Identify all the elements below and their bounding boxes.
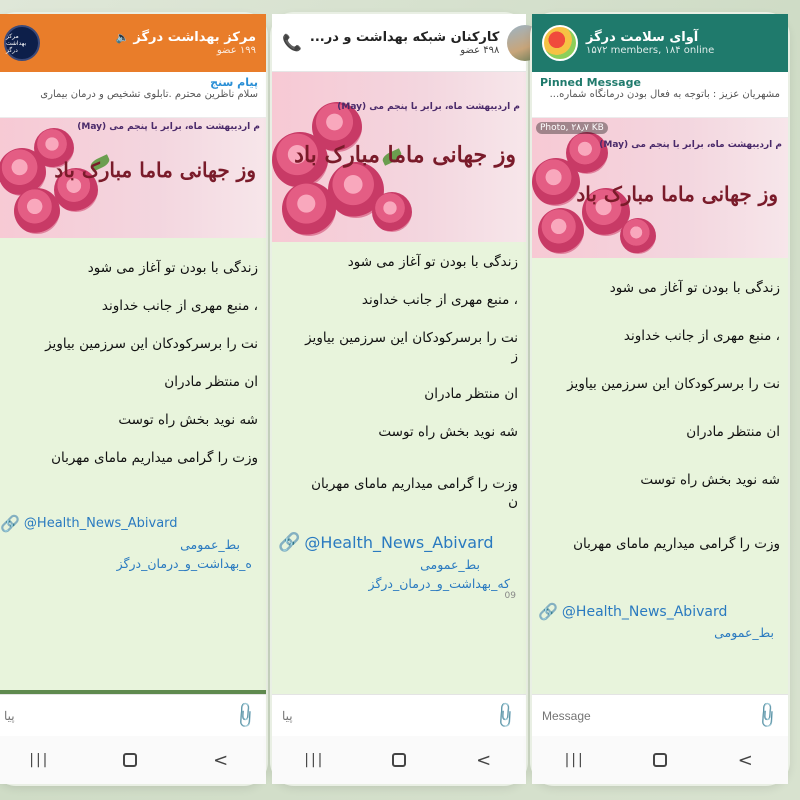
poem-line: ان منتظر مادران xyxy=(424,386,518,402)
hashtag-link[interactable]: بط_عمومی xyxy=(420,557,480,572)
home-button[interactable] xyxy=(379,753,419,767)
chain-icon: 🔗 xyxy=(278,532,301,553)
rose-image xyxy=(566,132,608,174)
banner-title: وز جهانی ماما مبارک باد xyxy=(576,182,778,206)
rose-image xyxy=(620,218,656,254)
poem-line: ز xyxy=(511,348,518,364)
mute-icon: 🔈 xyxy=(115,31,130,44)
chat-area[interactable] xyxy=(0,118,266,694)
system-nav-bar xyxy=(532,736,788,784)
back-icon[interactable]: < xyxy=(476,749,492,771)
call-icon[interactable]: 📞 xyxy=(282,33,302,52)
message-input[interactable] xyxy=(4,709,234,723)
home-icon xyxy=(123,753,137,767)
message-photo[interactable] xyxy=(0,118,266,238)
message-photo[interactable] xyxy=(272,72,526,242)
chat-title: مرکز بهداشت درگز xyxy=(133,30,256,45)
poem-line: ان منتظر مادران xyxy=(686,424,780,440)
system-nav-bar xyxy=(0,736,266,784)
message-links xyxy=(272,532,526,601)
poem-line: نت را برسرکودکان این سرزمین بیاویز xyxy=(45,336,258,352)
recent-apps-icon[interactable]: ||| xyxy=(304,752,325,768)
poem-line: ، منبع مهری از جانب خداوند xyxy=(361,292,518,308)
poem-line: زندگی با بودن تو آغاز می شود xyxy=(87,260,258,276)
poem-line: ن xyxy=(508,494,518,510)
poem-line: شه نوید بخش راه توست xyxy=(378,424,518,440)
photo-size-tag: Photo, ۲۸٫۷ KB xyxy=(536,122,608,134)
chain-icon: 🔗 xyxy=(0,514,20,533)
poem-line: زندگی با بودن تو آغاز می شود xyxy=(347,254,518,270)
pinned-text: سلام ناظرین محترم .تابلوی تشخیص و درمان بیماری xyxy=(40,89,258,100)
phone-screen-left xyxy=(0,14,266,784)
chat-header[interactable] xyxy=(532,14,788,72)
pinned-message-bar[interactable] xyxy=(532,72,788,118)
channel-avatar[interactable] xyxy=(542,25,578,61)
hashtag-link[interactable]: بط_عمومی xyxy=(714,625,774,640)
message-links xyxy=(0,514,266,571)
message-text xyxy=(532,280,788,552)
message-text xyxy=(0,260,266,466)
rose-image xyxy=(282,182,336,236)
banner-title: وز جهانی ماما مبارک باد xyxy=(294,142,516,168)
banner-date-text: م اردیبهشت ماه، برابر با پنجم می (May) xyxy=(599,140,782,150)
member-count: ۴۹۸ عضو xyxy=(460,44,500,56)
message-time: 09 xyxy=(504,591,516,601)
member-count: ۱۵۷۲ members, ۱۸۴ online xyxy=(586,45,715,56)
home-icon xyxy=(653,753,667,767)
poem-line: وزت را گرامی میداریم مامای مهربان xyxy=(51,450,258,466)
rose-image xyxy=(538,208,584,254)
chat-area[interactable] xyxy=(272,72,526,694)
poem-line: ، منبع مهری از جانب خداوند xyxy=(623,328,780,344)
hashtag-link[interactable]: بط_عمومی xyxy=(180,537,240,552)
poem-line: وزت را گرامی میداریم مامای مهربان xyxy=(311,476,518,492)
pinned-label: Pinned Message xyxy=(540,76,641,89)
chat-header[interactable] xyxy=(272,14,526,72)
poem-line: نت را برسرکودکان این سرزمین بیاویز xyxy=(305,330,518,346)
message-input-bar xyxy=(532,694,788,736)
poem-line: نت را برسرکودکان این سرزمین بیاویز xyxy=(567,376,780,392)
message-text xyxy=(272,254,526,510)
channel-link[interactable] xyxy=(538,602,782,621)
pinned-text: مشهریان عزیز : باتوجه به فعال بودن درمانگاه شماره... xyxy=(549,89,780,100)
channel-avatar[interactable] xyxy=(4,25,40,61)
header-text xyxy=(586,30,778,56)
channel-link[interactable] xyxy=(0,514,260,533)
banner-date-text: م اردیبهشت ماه، برابر با پنجم می (May) xyxy=(337,102,520,112)
message-input-bar xyxy=(0,694,266,736)
phone-screen-middle xyxy=(272,14,526,784)
hashtag-link[interactable]: که_بهداشت_و_درمان_درگز xyxy=(368,576,510,591)
title-row xyxy=(116,30,256,45)
poem-line: زندگی با بودن تو آغاز می شود xyxy=(609,280,780,296)
poem-line: شه نوید بخش راه توست xyxy=(118,412,258,428)
banner-title: وز جهانی ماما مبارک باد xyxy=(54,158,256,182)
chat-title: کارکنان شبکه بهداشت و در... xyxy=(309,29,500,45)
system-nav-bar xyxy=(272,736,526,784)
chain-icon: 🔗 xyxy=(538,602,558,621)
home-button[interactable] xyxy=(640,753,680,767)
chat-area[interactable] xyxy=(532,118,788,694)
message-photo[interactable] xyxy=(532,118,788,258)
phone-screen-right xyxy=(532,14,788,784)
avatar-text: مرکز بهداشت درگز xyxy=(6,32,27,54)
attach-icon[interactable]: 📎 xyxy=(229,700,261,731)
home-icon xyxy=(392,753,406,767)
message-input-bar xyxy=(272,694,526,736)
pinned-message-bar[interactable] xyxy=(0,72,266,118)
banner-date-text: م اردیبهشت ماه، برابر با پنجم می (May) xyxy=(77,122,260,132)
message-links xyxy=(532,602,788,640)
rose-image xyxy=(372,192,412,232)
channel-handle[interactable]: @Health_News_Abivard xyxy=(304,533,494,552)
channel-handle[interactable]: @Health_News_Abivard xyxy=(561,603,728,620)
channel-link[interactable] xyxy=(278,532,520,553)
back-icon[interactable]: < xyxy=(213,749,229,771)
home-button[interactable] xyxy=(110,753,150,767)
back-icon[interactable]: < xyxy=(737,749,753,771)
recent-apps-icon[interactable]: ||| xyxy=(29,752,50,768)
chat-title: آوای سلامت درگز xyxy=(586,30,699,45)
attach-icon[interactable]: 📎 xyxy=(751,700,783,731)
header-text xyxy=(48,30,256,56)
poem-line: ان منتظر مادران xyxy=(164,374,258,390)
member-count: ۱۹۹ عضو xyxy=(216,45,256,56)
header-text xyxy=(310,30,499,56)
poem-line: ، منبع مهری از جانب خداوند xyxy=(101,298,258,314)
poem-line: شه نوید بخش راه توست xyxy=(640,472,780,488)
hashtag-link[interactable]: ه_بهداشت_و_درمان_درگز xyxy=(116,556,252,571)
message-input[interactable] xyxy=(282,709,494,723)
attach-icon[interactable]: 📎 xyxy=(489,700,521,731)
channel-handle[interactable]: @Health_News_Abivard xyxy=(23,516,178,531)
chat-header[interactable] xyxy=(0,14,266,72)
message-input[interactable] xyxy=(542,709,756,723)
rose-image xyxy=(14,188,60,234)
pinned-label: پیام سنج xyxy=(210,76,258,89)
poem-line: وزت را گرامی میداریم مامای مهربان xyxy=(573,536,780,552)
recent-apps-icon[interactable]: ||| xyxy=(564,752,585,768)
